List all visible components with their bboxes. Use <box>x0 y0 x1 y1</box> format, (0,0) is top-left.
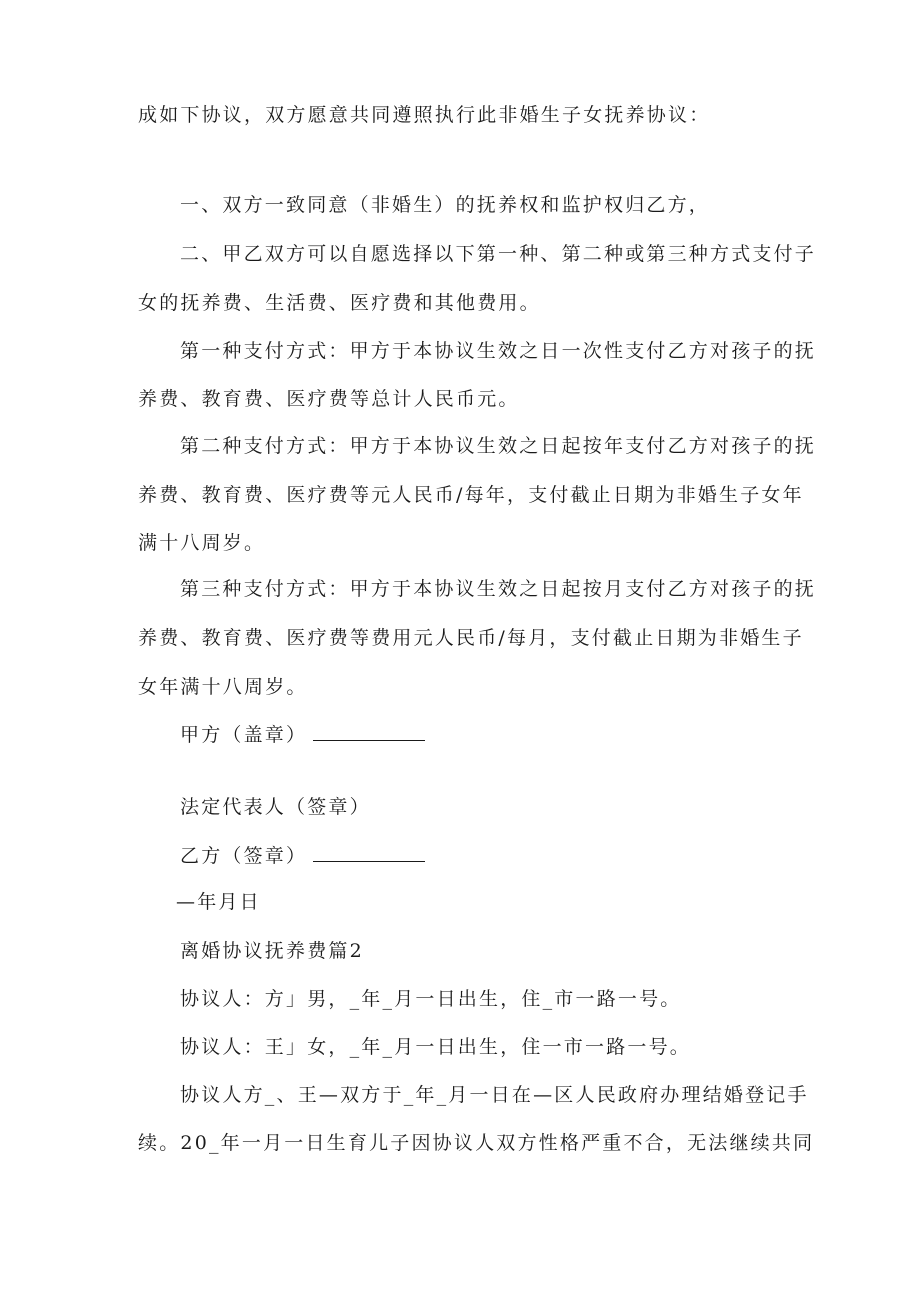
text-line: 续。20_年一月一日生育儿子因协议人双方性格严重不合，无法继续共同 <box>138 1132 815 1154</box>
section-heading: 离婚协议抚养费篇2 <box>180 940 364 962</box>
text-line: 养费、教育费、医疗费等总计人民币元。 <box>138 388 520 410</box>
text-line: 女年满十八周岁。 <box>138 676 308 698</box>
party-a-seal-blank <box>313 722 425 741</box>
text-line: 第一种支付方式：甲方于本协议生效之日一次性支付乙方对孩子的抚 <box>180 340 817 362</box>
text-line: 二、甲乙双方可以自愿选择以下第一种、第二种或第三种方式支付子 <box>180 243 817 265</box>
party-b-sign-label: 乙方（签章） <box>180 845 308 867</box>
text-line: 协议人：方」男，_年_月一日出生，住_市一路一号。 <box>180 988 682 1010</box>
text-line: 一、双方一致同意（非婚生）的抚养权和监护权归乙方， <box>180 194 711 216</box>
text-line: 养费、教育费、医疗费等元人民币/每年，支付截止日期为非婚生子女年 <box>138 484 804 506</box>
text-line: 养费、教育费、医疗费等费用元人民币/每月，支付截止日期为非婚生子 <box>138 627 804 649</box>
text-line: 协议人：王」女，_年_月一日出生，住一市一路一号。 <box>180 1036 692 1058</box>
date-line: —年月日 <box>176 891 261 913</box>
text-line: 第三种支付方式：甲方于本协议生效之日起按月支付乙方对孩子的抚 <box>180 578 817 600</box>
party-b-sign-blank <box>313 843 425 862</box>
text-line: 协议人方_、王—双方于_年_月一日在—区人民政府办理结婚登记手 <box>180 1084 809 1106</box>
signature-line-party-a <box>180 722 425 748</box>
text-line: 成如下协议，双方愿意共同遵照执行此非婚生子女抚养协议： <box>138 104 711 126</box>
text-line: 法定代表人（签章） <box>180 796 371 818</box>
text-line: 女的抚养费、生活费、医疗费和其他费用。 <box>138 292 541 314</box>
party-a-seal-label: 甲方（盖章） <box>180 724 308 746</box>
signature-line-party-b <box>180 843 425 869</box>
text-line: 第二种支付方式：甲方于本协议生效之日起按年支付乙方对孩子的抚 <box>180 435 817 457</box>
text-line: 满十八周岁。 <box>138 532 266 554</box>
